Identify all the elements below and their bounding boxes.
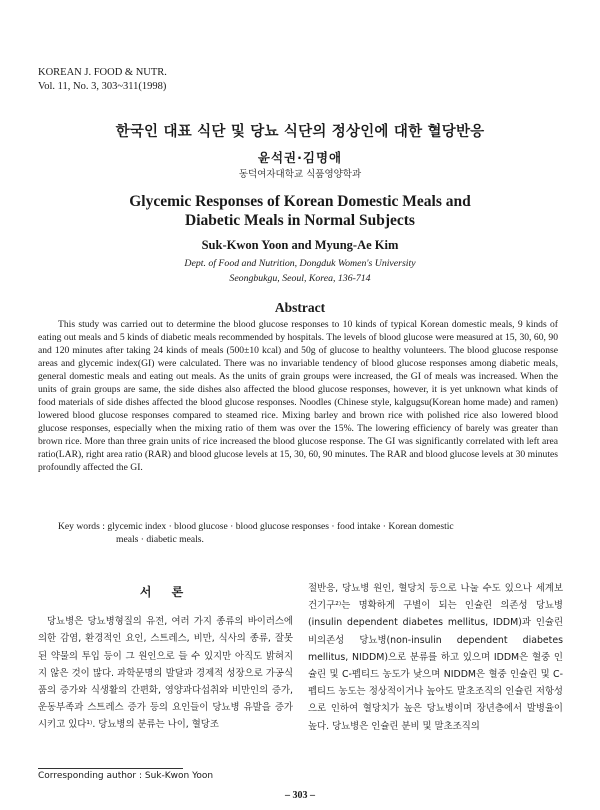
keywords-label: Key words : bbox=[58, 521, 105, 532]
journal-citation bbox=[38, 66, 167, 94]
footnote-divider bbox=[38, 768, 183, 769]
keywords bbox=[58, 520, 558, 546]
page-number: – 303 – bbox=[285, 790, 315, 801]
korean-title: 한국인 대표 식단 및 당뇨 식단의 정상인에 대한 혈당반응 bbox=[115, 124, 485, 140]
english-affiliation-line1: Dept. of Food and Nutrition, Dongduk Women's University bbox=[184, 258, 416, 269]
abstract-heading: Abstract bbox=[274, 300, 326, 315]
korean-authors: 윤석권·김명애 bbox=[257, 150, 343, 165]
english-title-line1: Glycemic Responses of Korean Domestic Meals and bbox=[129, 193, 471, 210]
corresponding-author-note: Corresponding author : Suk-Kwon Yoon bbox=[38, 771, 214, 781]
journal-volume: Vol. 11, No. 3, 303~311(1998) bbox=[38, 81, 167, 92]
english-title bbox=[0, 192, 600, 230]
keywords-line2: meals · diabetic meals. bbox=[116, 534, 204, 545]
section-heading-introduction: 서 론 bbox=[139, 585, 192, 599]
abstract-body: This study was carried out to determine the blood glucose responses to 10 kinds of typical Korean domestic meals, 9 kinds of eating out meals and 5 kinds of diabetic meals recommended by hospitals. The levels of blood glucose were measured at 15, 30, 60, 90 and 120 minutes after taking 24 kinds of meals (500±10 kcal) and 50g of glucose to healthy volunteers. The blood glucose response areas and glycemic index(GI) were calculated. There was no invariable tendency of blood glucose responses among diabetic meals, general domestic meals and eating out meals. As the units of grain groups were increased, the GI of meals was increased. When the units of grain groups are same, the side dishes also affected the blood glucose responses, however, it is yet unknown what kinds of food materials of side dishes affected the blood glucose responses. Noodles (Chinese style, kalgugsu(Korean home made) and ramen) lowered blood glucose responses compared to steamed rice. Mixing barley and brown rice with polished rice also lowered blood glucose responses, especially when the mixing ratio of them was over the 15%. The lowering efficiency of barely was greater than brown rice. More than three grain units of rice increased the blood glucose response. The GI was significantly correlated with left area ratio(LAR), right area ratio (RAR) and blood glucose levels at 15, 30, 60, 90 minutes. The RAR and blood glucose levels at 30 minutes profoundly affected the GI. bbox=[38, 319, 558, 473]
english-title-line2: Diabetic Meals in Normal Subjects bbox=[185, 212, 415, 229]
journal-name: KOREAN J. FOOD & NUTR. bbox=[38, 67, 167, 78]
english-authors: Suk-Kwon Yoon and Myung-Ae Kim bbox=[201, 238, 399, 252]
english-affiliation-line2: Seongbukgu, Seoul, Korea, 136-714 bbox=[229, 273, 371, 284]
korean-affiliation: 동덕여자대학교 식품영양학과 bbox=[238, 169, 362, 180]
intro-paragraph-right: 절반응, 당뇨병 원인, 혈당치 등으로 나눌 수도 있으나 세계보건기구²⁾는 명확하게 구별이 되는 인슐린 의존성 당뇨병(insulin dependent diabetes mellitus, IDDM)과 인슐린 비의존성 당뇨병(non-insulin dependent diabetes mellitus, NIDDM)으로 분류를 하고 있으며 IDDM은 혈중 인슐린 및 C-펩티드 농도가 낮으며 NIDDM은 혈중 인슐린 및 C-펩티드 농도는 정상적이거나 높아도 말초조직의 인슐린 저항성으로 인하여 혈당치가 높은 당뇨병이며 장년층에서 발병율이 높다. 당뇨병은 인슐린 분비 및 말초조직의 bbox=[308, 583, 563, 732]
body-column-left bbox=[38, 578, 293, 734]
keywords-line1: glycemic index · blood glucose · blood glucose responses · food intake · Korean domestic bbox=[107, 521, 454, 532]
intro-paragraph-left: 당뇨병은 당뇨병형질의 유전, 여러 가지 종류의 바이러스에 의한 감염, 환경적인 요인, 스트레스, 비만, 식사의 종류, 잘못된 약물의 투입 등이 그 원인으로 들 수 있지만 아직도 밝혀지지 않은 것이 많다. 과학문명의 발달과 경제적 성장으로 가공식품의 증가와 식생활의 간편화, 영양과다섭취와 비만인의 증가, 운동부족과 스트레스 증가 등의 요인들이 당뇨병 유발을 증가시키고 있다¹⁾. 당뇨병의 분류는 나이, 혈당조 bbox=[38, 616, 293, 731]
body-column-right bbox=[308, 580, 563, 735]
english-affiliation bbox=[0, 256, 600, 286]
